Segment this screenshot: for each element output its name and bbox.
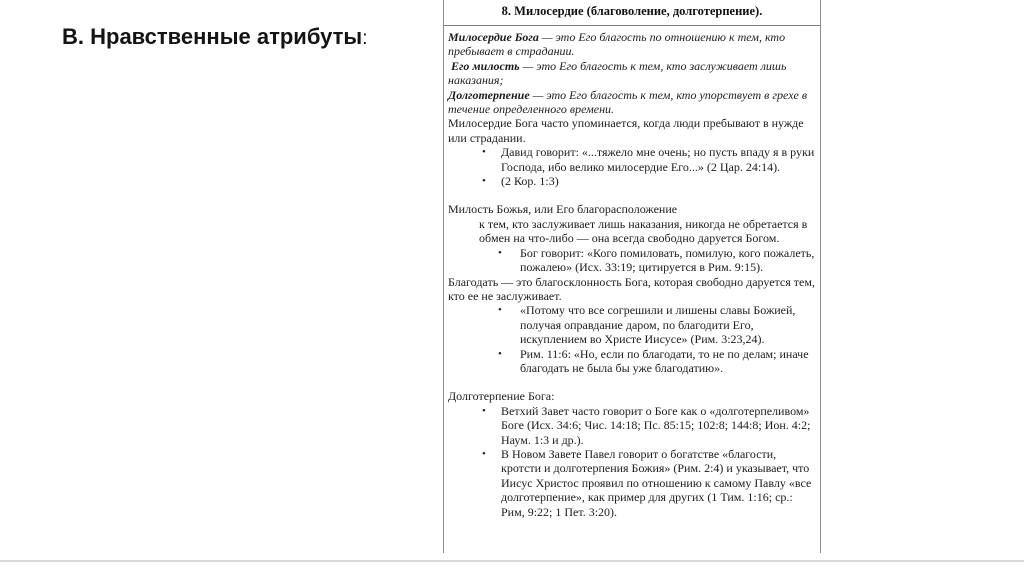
bullet-text: «Потому что все согрешили и лишены славы Божией, получая оправдание даром, по благодити Его, искуплением во Христе Иисусе» (Рим. 3:23,24). bbox=[520, 303, 796, 347]
bullet-icon: • bbox=[482, 146, 486, 159]
paragraph: Благодать — это благосклонность Бога, которая свободно даруется тем, кто ее не заслуживает. bbox=[448, 274, 815, 303]
paragraph: Милосердие Бога часто упоминается, когда люди пребывают в нужде или страдании. bbox=[448, 116, 804, 145]
definition-text: — это Его благость к тем, кто заслуживает лишь наказания; bbox=[448, 58, 787, 88]
blank-line bbox=[448, 375, 817, 389]
bullet-item bbox=[448, 174, 817, 188]
bullet-item bbox=[448, 447, 817, 519]
definition-text: — это Его благость к тем, кто упорствует в грехе в течение определенного времени. bbox=[448, 87, 808, 117]
page-title-text: В. Нравственные атрибуты bbox=[62, 24, 363, 49]
panel-header: 8. Милосердие (благоволение, долготерпение). bbox=[444, 0, 820, 26]
bullet-icon: • bbox=[498, 347, 502, 360]
bullet-text: (2 Кор. 1:3) bbox=[501, 174, 559, 189]
bullet-text: Ветхий Завет часто говорит о Боге как о «долготерпеливом» Боге (Исх. 34:6; Чис. 14:18; Пс. 85:15; 102:8; 144:8; Ион. 4:2; Наум. 1:3 и др.). bbox=[501, 403, 811, 447]
page-title bbox=[62, 24, 367, 52]
definition-paragraph bbox=[448, 59, 817, 88]
panel-body bbox=[444, 26, 820, 519]
definition-paragraph bbox=[448, 30, 817, 59]
definition-text: — это Его благость по отношению к тем, кто пребывает в страдании. bbox=[448, 30, 786, 59]
bullet-item bbox=[448, 303, 817, 346]
definition-term: Его милость bbox=[448, 58, 520, 73]
bullet-item bbox=[448, 404, 817, 447]
paragraph: к тем, кто заслуживает лишь наказания, никогда не обретается в обмен на что-либо — она всегда свободно даруется Богом. bbox=[479, 216, 808, 246]
bullet-text: Рим. 11:6: «Но, если по благодати, то не по делам; иначе благодать не была бы уже благодатию». bbox=[520, 346, 809, 375]
page-title-colon: : bbox=[362, 28, 368, 49]
bullet-text: Бог говорит: «Кого помиловать, помилую, кого пожалеть, пожалею» (Исх. 33:19; цитируется в Рим. 9:15). bbox=[520, 245, 815, 275]
bullet-item bbox=[448, 347, 817, 376]
definition-term: Милосердие Бога bbox=[448, 30, 539, 44]
bullet-item bbox=[448, 246, 817, 275]
paragraph: Долготерпение Бога: bbox=[448, 389, 555, 404]
bullet-icon: • bbox=[482, 175, 486, 188]
definition-term: Долготерпение bbox=[448, 87, 530, 102]
bullet-text: В Новом Завете Павел говорит о богатстве «благости, кротсти и долготерпения Божия» (Рим. 2:4) и указывает, что Иисус Христос проявил по отношению к самому Павлу «все долготерпение», как пример для других (1 Тим. 1:16; ср.: Рим, 9:22; 1 Пет. 3:20). bbox=[501, 446, 812, 519]
bottom-divider bbox=[0, 560, 1024, 562]
bullet-icon: • bbox=[482, 447, 486, 460]
definition-paragraph bbox=[448, 88, 817, 117]
bullet-icon: • bbox=[498, 246, 502, 259]
bullet-item bbox=[448, 145, 817, 174]
bullet-text: Давид говорит: «...тяжело мне очень; но пусть впаду я в руки Господа, ибо велико милосердие Его...» (2 Цар. 24:14). bbox=[501, 145, 815, 174]
bullet-icon: • bbox=[482, 404, 486, 417]
blank-line bbox=[448, 188, 817, 202]
bullet-icon: • bbox=[498, 304, 502, 317]
paragraph: Милость Божья, или Его благорасположение bbox=[448, 202, 678, 217]
content-panel bbox=[443, 0, 821, 553]
